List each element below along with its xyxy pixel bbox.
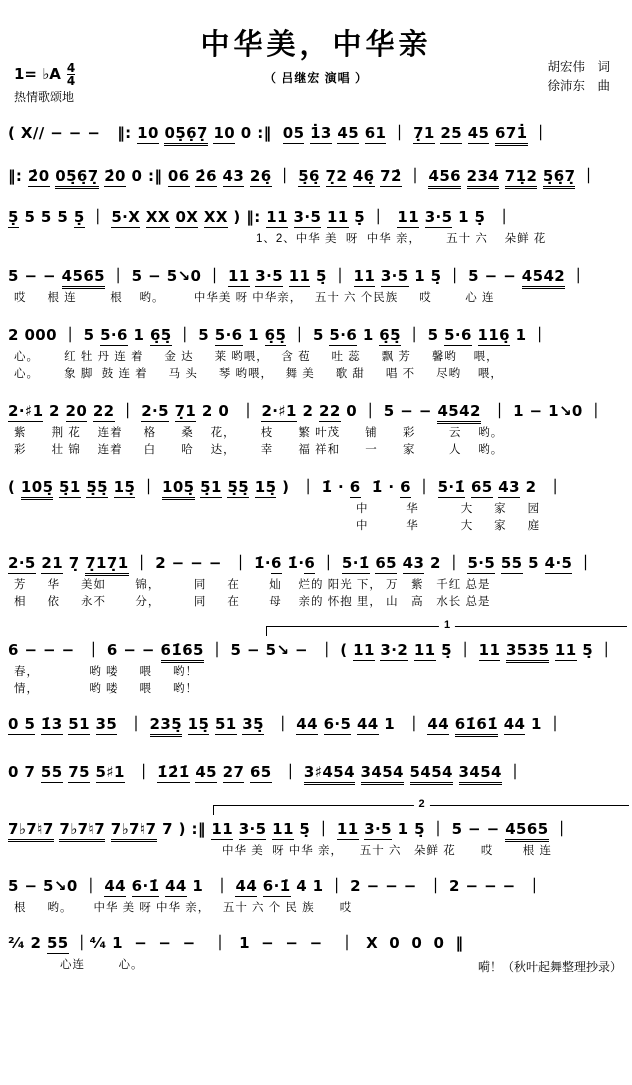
lyric-line: 中 华 大 家 庭 xyxy=(356,520,541,532)
notation-line: ²⁄₄ 2 55 ｜⁴⁄₄ 1 − − − ｜ 1 − − − ｜ X 0 0 0 ‖ xyxy=(8,934,464,952)
time-denominator: 4 xyxy=(66,74,76,88)
lyric-line: 中华 美 呀 中华 亲， 五十 六 朵鲜 花 哎 根 连 xyxy=(222,845,552,857)
system-12 xyxy=(8,798,624,859)
score-header xyxy=(8,6,624,120)
notation-line: ( 105̣ 5̣1 5̣5̣ 15̣ ｜ 105̣ 5̣1 5̣5̣ 15̣ ) ｜ 1̇ · 6 1̇ · 6 ｜ 5·1̇ 65 43 2 ｜ xyxy=(8,474,624,500)
system-1 xyxy=(8,120,624,146)
lyric-line: 彩 壮 锦 连着 白 哈 达， 幸 福 祥和 一 家 人 哟。 xyxy=(14,444,504,456)
lyric-line: 根 哟。 中华 美 呀 中华 亲， 五十 六 个 民 族 哎 xyxy=(14,902,353,914)
system-7 xyxy=(8,474,624,534)
lyric-line: 心连 心。 xyxy=(60,959,144,971)
lyric-line: 情， 哟 喽 喂 哟！ xyxy=(14,683,198,695)
lyric-line: 芳 华 美如 锦， 同 在 灿 烂的 阳光 下， 万 紫 千红 总是 xyxy=(14,579,491,591)
lyric-line: 中 华 大 家 园 xyxy=(356,503,541,515)
system-8 xyxy=(8,550,624,610)
system-4 xyxy=(8,263,624,306)
system-10 xyxy=(8,711,624,737)
lyric-line: 心。 红 牡 丹 连 着 金 达 莱 哟喂， 含 苞 吐 蕊 飘 芳 馨哟 喂， xyxy=(14,351,499,363)
notation-line: 5 − − 4565 ｜ 5 − 5↘0 ｜ 11 3·5 11 5̣ ｜ 11 3·5 1 5̣ ｜ 5 − − 4542 ｜ xyxy=(8,263,624,289)
system-14 xyxy=(8,930,624,975)
system-13 xyxy=(8,873,624,916)
song-title: 中华美，中华亲 xyxy=(200,29,432,61)
notation-line: 2 000 ｜ 5 5·6 1 6̣5̣ ｜ 5 5·6 1 6̣5̣ ｜ 5 5·6 1 6̣5̣ ｜ 5 5·6 116̣ 1 ｜ xyxy=(8,326,548,344)
credits xyxy=(547,58,610,97)
lyric-line: 紫 荆 花 连着 格 桑 花， 枝 繁 叶茂 铺 彩 云 哟。 xyxy=(14,427,504,439)
volta-number: 2 xyxy=(413,798,429,810)
notation-line: 5̣ 5 5 5 5̣ ｜ 5·X XX 0X XX ) ‖: 11 3·5 11 5̣ ｜ 11 3·5 1 5̣ ｜ xyxy=(8,208,513,226)
system-2 xyxy=(8,163,624,189)
notation-line: 0 5 1̇3 51 35 ｜ 235̣ 15̣ 51 35̣ ｜ 44 6·5 44 1 ｜ 44 61̇61̇ 44 1 ｜ xyxy=(8,711,624,737)
key-signature xyxy=(14,62,75,87)
lyric-line: 哎 根 连 根 哟。 中华美 呀 中华亲， 五十 六 个民族 哎 心 连 xyxy=(14,292,495,304)
system-11 xyxy=(8,759,624,785)
time-numerator: 4 xyxy=(66,61,76,75)
lyric-line: 心。 象 脚 鼓 连 着 马 头 琴 哟喂， 舞 美 歌 甜 唱 不 尽哟 喂， xyxy=(14,368,503,380)
volta-bracket-1 xyxy=(266,619,627,636)
key-text: 1= ♭A xyxy=(14,65,61,83)
system-6 xyxy=(8,398,624,458)
notation-line: 2·♯1 2 20 22 ｜ 2·5 7̣1 2 0 ｜ 2·♯1 2 22 0 ｜ 5 − − 4542 ｜ 1 − 1↘0 ｜ xyxy=(8,398,624,424)
notation-line: 0 7 55 75 5♯1 ｜ 1̇2̇1̇ 45 27 65 ｜ 3♯454 3454 5454 3454 ｜ xyxy=(8,759,624,785)
lyric-line: 相 依 永不 分， 同 在 母 亲的 怀抱 里， 山 高 水长 总是 xyxy=(14,596,491,608)
performer-line: （ 吕继宏 演唱 ） xyxy=(263,71,368,85)
volta-number: 1 xyxy=(439,619,455,631)
system-3 xyxy=(8,204,624,247)
time-signature xyxy=(67,62,75,87)
system-9 xyxy=(8,619,624,697)
tempo-marking: 热情歌颂地 xyxy=(14,90,75,104)
lyric-line: 春， 哟 喽 喂 哟！ xyxy=(14,666,198,678)
notation-line: 2·5 21 7̣ 7̣17̣1 ｜ 2 − − − ｜ 1̇·6 1̇·6 ｜ 5·1̇ 65 43 2 ｜ 5·5 55 5 4·5 ｜ xyxy=(8,550,624,576)
transcriber-note: 嗬！（秋叶起舞整理抄录） xyxy=(477,960,622,974)
volta-bracket-2 xyxy=(213,798,629,815)
notation-line: ‖: 2̇0 05̣6̣7̣ 2̇0 0 :‖ 06 2̇6 43 26̣ ｜ 5̣6̣ 7̣2 46̣ 72̇ ｜ 456 234 71̣2 5̣6̣7̣ ｜ xyxy=(8,163,624,189)
notation-line: ( X∕∕ − − − ‖: 10 05̣6̣7̣ 10 0 :‖ 05 1̇3 45 61 ｜ 7̣1 25 45 671̇ ｜ xyxy=(8,120,624,146)
composer: 徐沛东 曲 xyxy=(547,79,610,94)
system-5 xyxy=(8,322,624,382)
notation-line: 6 − − − ｜ 6 − − 61̇65 ｜ 5 − 5↘ − ｜ ( 11 3·2 11 5̣ ｜ 11 3535 11 5̣ ｜ xyxy=(8,637,624,663)
lyricist: 胡宏伟 词 xyxy=(547,60,610,74)
notation-line: 5 − 5↘0 ｜ 44 6·1̇ 44 1 ｜ 44 6·1̇ 4 1 ｜ 2 − − − ｜ 2 − − − ｜ xyxy=(8,877,543,895)
lyric-line: 1、2、中华 美 呀 中华 亲， 五十 六 朵鲜 花 xyxy=(256,233,547,245)
notation-line: 7♭7♮7 7♭7♮7 7♭7♮7 7 ) :‖ 11 3·5 11 5̣ ｜ 11 3·5 1 5̣ ｜ 5 − − 4565 ｜ xyxy=(8,816,624,842)
